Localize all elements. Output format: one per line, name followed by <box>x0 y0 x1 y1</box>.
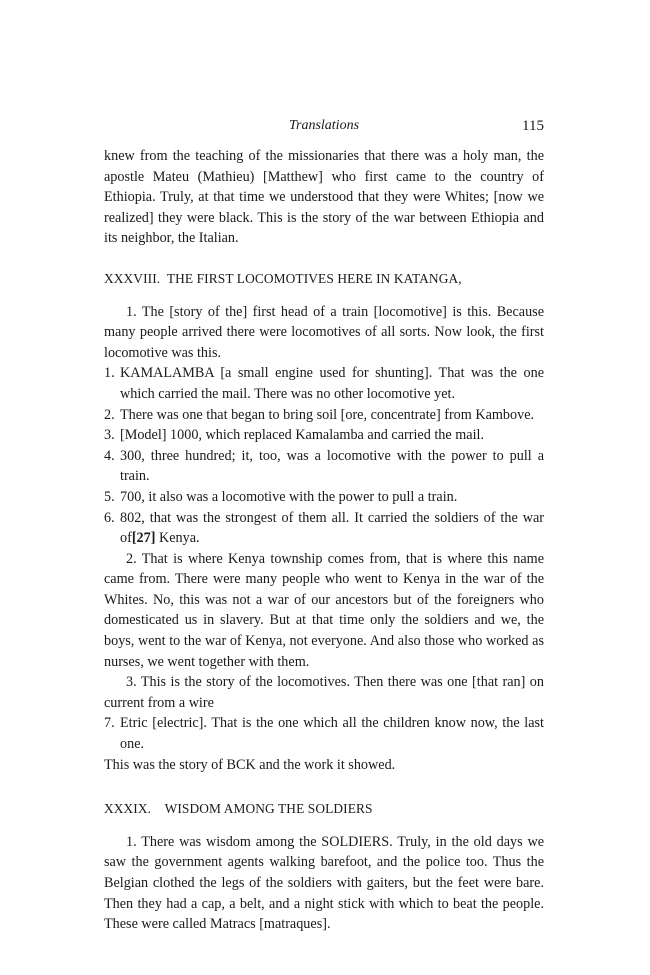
list-item-text: [Model] 1000, which replaced Kamalamba and carried the mail. <box>120 427 484 444</box>
list-item-text: Etric [electric]. That is the one which all the children know now, the last one. <box>120 715 544 753</box>
book-page <box>104 116 544 935</box>
section-38-closing: This was the story of BCK and the work it showed. <box>104 756 396 773</box>
list-item-number: 2. <box>104 406 115 423</box>
section-38-paragraph-2: 2. That is where Kenya township comes from, that is where this name came from. There were many people who went to Kenya in the war of the Whites. No, this was not a war of our ancestors but of the foreigners who domesticated us in slavery. But at that time only the soldiers and we, the boys, went to the war of Kenya, not everyone. And also those who worked as nurses, we went together with them. <box>104 550 544 670</box>
list-item <box>104 446 544 487</box>
section-39-paragraph-1: 1. There was wisdom among the SOLDIERS. Truly, in the old days we saw the government agents walking barefoot, and the police too. Thus the Belgian clothed the legs of the soldiers with gaiters, but the feet were bare. Then they had a cap, a belt, and a night stick with which to beat the people. These were called Matracs [matraques]. <box>104 833 544 933</box>
list-item-text: 700, it also was a locomotive with the power to pull a train. <box>120 488 458 505</box>
list-item-number: 6. <box>104 509 115 526</box>
list-item-text-end: Kenya. <box>155 530 200 547</box>
locomotive-list <box>104 363 544 548</box>
list-item-text: There was one that began to bring soil [ore, concentrate] from Kambove. <box>120 406 535 423</box>
list-item <box>104 487 544 508</box>
list-item <box>104 405 544 426</box>
section-38-paragraph-1: 1. The [story of the] first head of a train [locomotive] is this. Because many people arrived there were locomotives of all sorts. Now look, the first locomotive was this. <box>104 303 544 361</box>
list-item-number: 4. <box>104 447 115 464</box>
page-number: 115 <box>522 118 544 134</box>
page-header <box>104 116 544 138</box>
section-heading-38: XXXVIII. THE FIRST LOCOMOTIVES HERE IN KATANGA, <box>104 270 462 286</box>
list-item <box>104 508 544 549</box>
list-item <box>104 713 544 754</box>
running-title: Translations <box>288 118 360 133</box>
list-item-number: 5. <box>104 488 115 505</box>
list-item <box>104 363 544 404</box>
list-item-number: 3. <box>104 427 115 444</box>
list-item-text: 802, that was the strongest of them all. It carried the soldiers of the war of <box>120 509 544 547</box>
section-heading-39: XXXIX. WISDOM AMONG THE SOLDIERS <box>104 801 373 817</box>
intro-paragraph: knew from the teaching of the missionaries that there was a holy man, the apostle Mateu (Mathieu) [Matthew] who first came to the country of Ethiopia. Truly, at that time we understood that they were Whites; [now we realized] they were black. This is the story of the war between Ethiopia and its neighbor, the Italian. <box>104 148 544 247</box>
page-reference-marker: [27] <box>131 530 156 547</box>
section-38-paragraph-3: 3. This is the story of the locomotives. Then there was one [that ran] on current from a wire <box>104 674 544 711</box>
list-item-text: 300, three hundred; it, too, was a locomotive with the power to pull a train. <box>120 447 544 485</box>
list-item <box>104 425 544 446</box>
list-item-text: KAMALAMBA [a small engine used for shunting]. That was the one which carried the mail. There was no other locomotive yet. <box>120 365 544 402</box>
list-item-number: 7. <box>104 715 115 732</box>
list-item-number: 1. <box>104 365 115 382</box>
